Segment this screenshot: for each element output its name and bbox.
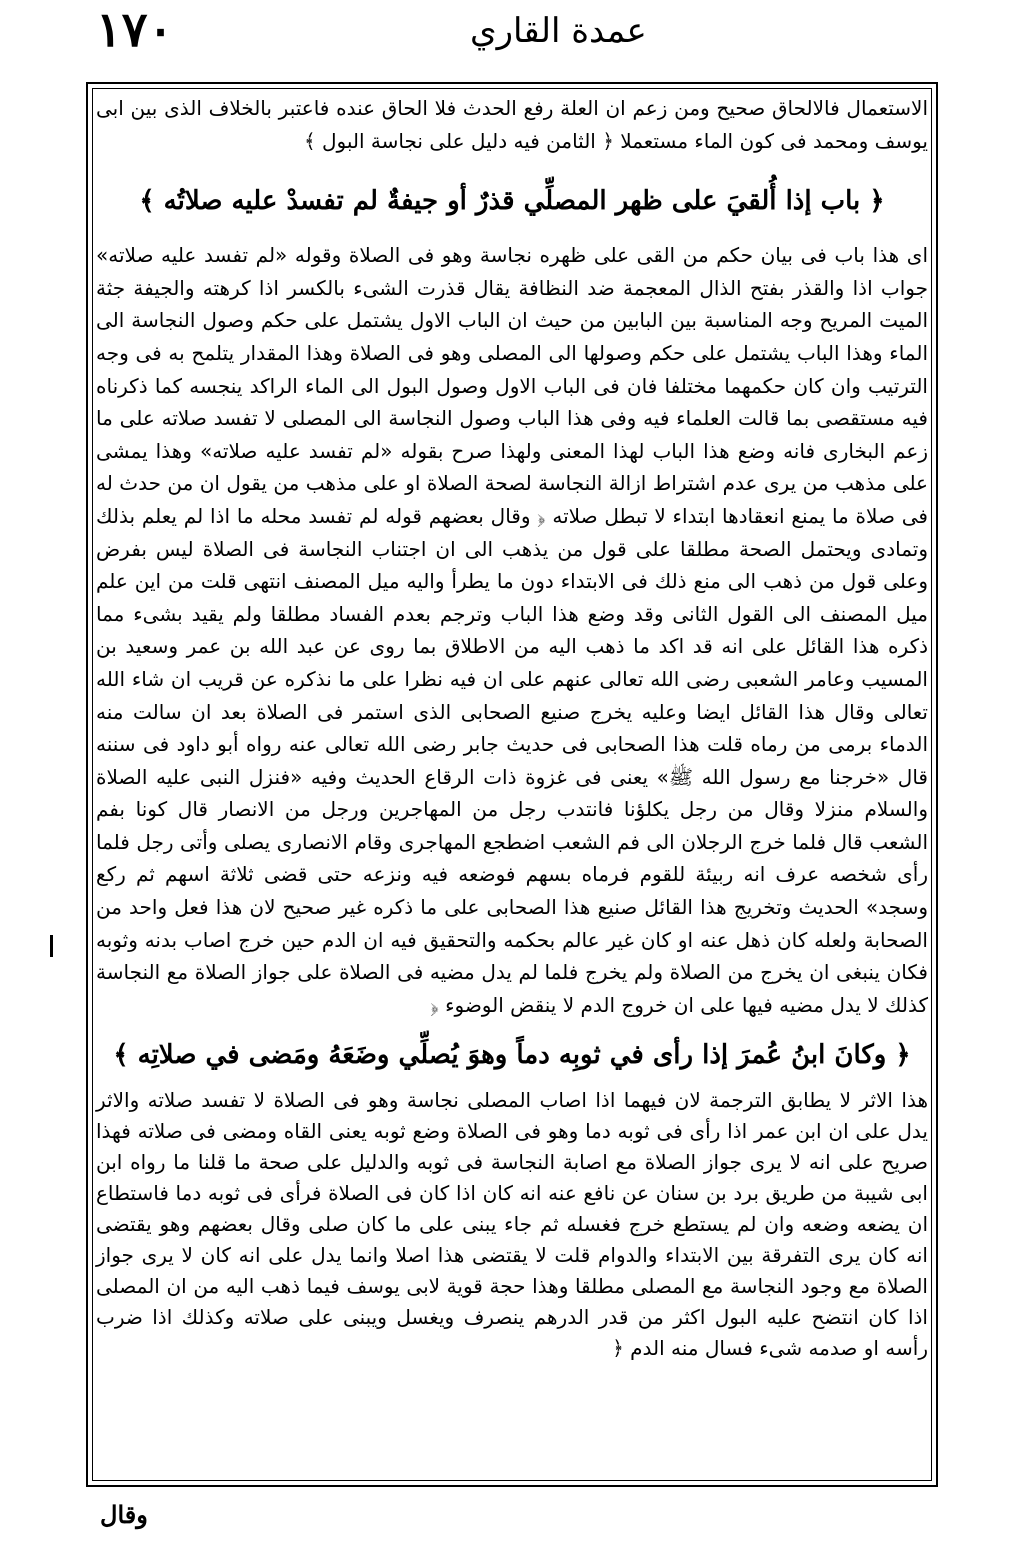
page-header — [0, 0, 1033, 80]
paragraph-athar-commentary: هذا الاثر لا يطابق الترجمة لان فيهما اذا اصاب المصلى نجاسة وهو فى الصلاة لا تفسد صلاته والاثر يدل على ان ابن عمر اذا رأى فى ثوبه دما وهو فى الصلاة وضع ثوبه يعنى القاه ومضى فى صلاته فهذا صريح على انه لا يرى جواز الصلاة مع اصابة النجاسة فى ثوبه والدليل على صحة ما قلنا ما رواه ابن ابى شيبة من طريق برد بن سنان عن نافع عنه انه كان اذا كان فى الصلاة فرأى فى ثوبه دما فاستطاع ان يضعه وضعه وان لم يستطع خرج فغسله ثم جاء يبنى على ما كان صلى وقال بعضهم وهو يقتضى انه كان يرى التفرقة بين الابتداء والدوام قلت لا يقتضى هذا اصلا وانما يدل على انه كان لا يرى جواز الصلاة مع وجود النجاسة مع المصلى مطلقا وهذا حجة قوية لابى يوسف فيما ذهب اليه من ان المصلى اذا كان انتضح عليه البول اكثر من قدر الدرهم ينصرف ويغسل ويبنى على صلاته وكذلك اذا ضرب رأسه او صدمه شىء فسال منه الدم ﴿ — [96, 1088, 928, 1361]
paragraph-intro: الاستعمال فالالحاق صحيح ومن زعم ان العلة رفع الحدث فلا الحاق عنده فاعتبر بالخلاف الذى بين ابى يوسف ومحمد فى كون الماء مستعملا ﴿ الثامن فيه دليل على نجاسة البول ﴾ — [96, 96, 928, 153]
paragraph-commentary: اى هذا باب فى بيان حكم من القى على ظهره نجاسة وهو فى الصلاة وقوله «لم تفسد عليه صلاته» جواب اذا والقذر بفتح الذال المعجمة ضد النظافة يقال قذرت الشىء بالكسر اذا كرهته والجيفة جثة الميت المريح وجه المناسبة بين البابين من حيث ان الباب الاول يشتمل على حكم وصول النجاسة الى الماء وهذا الباب يشتمل على حكم وصولها الى المصلى وهو فى الصلاة وهذا المقدار يتلمح به فى وجه الترتيب وان كان حكمهما مختلفا فان فى الباب الاول وصول البول الى الماء الراكد ينجسه كما ذكرناه فيه مستقصى بما قالت العلماء فيه وفى هذا الباب وصول النجاسة الى المصلى لا تفسد صلاته على ما زعم البخارى فانه وضع هذا الباب لهذا المعنى ولهذا صرح بقوله «لم تفسد عليه صلاته» وهذا يمشى على مذهب من يرى عدم اشتراط ازالة النجاسة لصحة الصلاة او على مذهب من يقول ان من حدث له فى صلاة ما يمنع انعقادها ابتداء لا تبطل صلاته ﴿ وقال بعضهم قوله لم تفسد محله ما اذا لم يعلم بذلك وتمادى ويحتمل الصحة مطلقا على قول من يذهب الى ان اجتناب النجاسة فى الصلاة ليس بفرض وعلى قول من ذهب الى منع ذلك فى الابتداء دون ما يطرأ واليه ميل المصنف انتهى قلت من اين علم ميل المصنف الى القول الثانى وقد وضع هذا الباب وترجم بعدم الفساد مطلقا ولم يقيد بشىء مما ذكره هذا القائل على انه قد اكد ما ذهب اليه من الاطلاق بما روى عن عبد الله بن عمر وسعيد بن المسيب وعامر الشعبى رضى الله تعالى عنهم على ان فيه نظرا على ما نذكره عن قريب ان شاء الله تعالى وقال هذا القائل ايضا وعليه يخرج صنيع الصحابى الذى استمر فى الصلاة بعد ان سالت منه الدماء برمى من رماه قلت هذا الصحابى فى حديث جابر رضى الله تعالى عنه رواه أبو داود فى سننه قال «خرجنا مع رسول الله ﷺ» يعنى فى غزوة ذات الرقاع الحديث وفيه «فنزل النبى عليه الصلاة والسلام منزلا وقال من رجل يكلؤنا فانتدب رجل من المهاجرين ورجل من الانصار قال كونا بفم الشعب قال فلما خرج الرجلان الى فم الشعب اضطجع المهاجرى وقام الانصارى يصلى وأتى رجل فلما رأى شخصه عرف انه ربيئة للقوم فرماه بسهم فوضعه فيه ونزعه حتى قضى ثلاثة اسهم ثم ركع وسجد» الحديث وتخريج هذا القائل صنيع هذا الصحابى على ما ذكره غير صحيح لان هذا فعل واحد من الصحابة ولعله كان ذهل عنه او كان غير عالم بحكمه والتحقيق فيه ان الدم حين خرج اصاب بدنه وثوبه فكان ينبغى ان يخرج من الصلاة ولم يخرج فلما لم يدل مضيه فى الصلاة على جواز الصلاة مع النجاسة كذلك لا يدل مضيه فيها على ان خروج الدم لا ينقض الوضوء ﴿ — [96, 243, 928, 1017]
margin-mark — [50, 935, 53, 957]
page-number: ١٧٠ — [96, 2, 174, 58]
text-body — [96, 92, 928, 1364]
chapter-heading-1: ﴿ باب إذا أُلقيَ على ظهر المصلِّي قذرٌ أو جيفةٌ لم تفسدْ عليه صلاتُه ﴾ — [139, 186, 885, 217]
chapter-heading-2: ﴿ وكانَ ابنُ عُمرَ إذا رأى في ثوبِه دماً وهوَ يُصلِّي وضَعَهُ ومَضى في صلاتِه ﴾ — [113, 1040, 911, 1071]
running-title: عمدة القاري — [470, 11, 647, 51]
catchword: وقال — [100, 1500, 148, 1529]
